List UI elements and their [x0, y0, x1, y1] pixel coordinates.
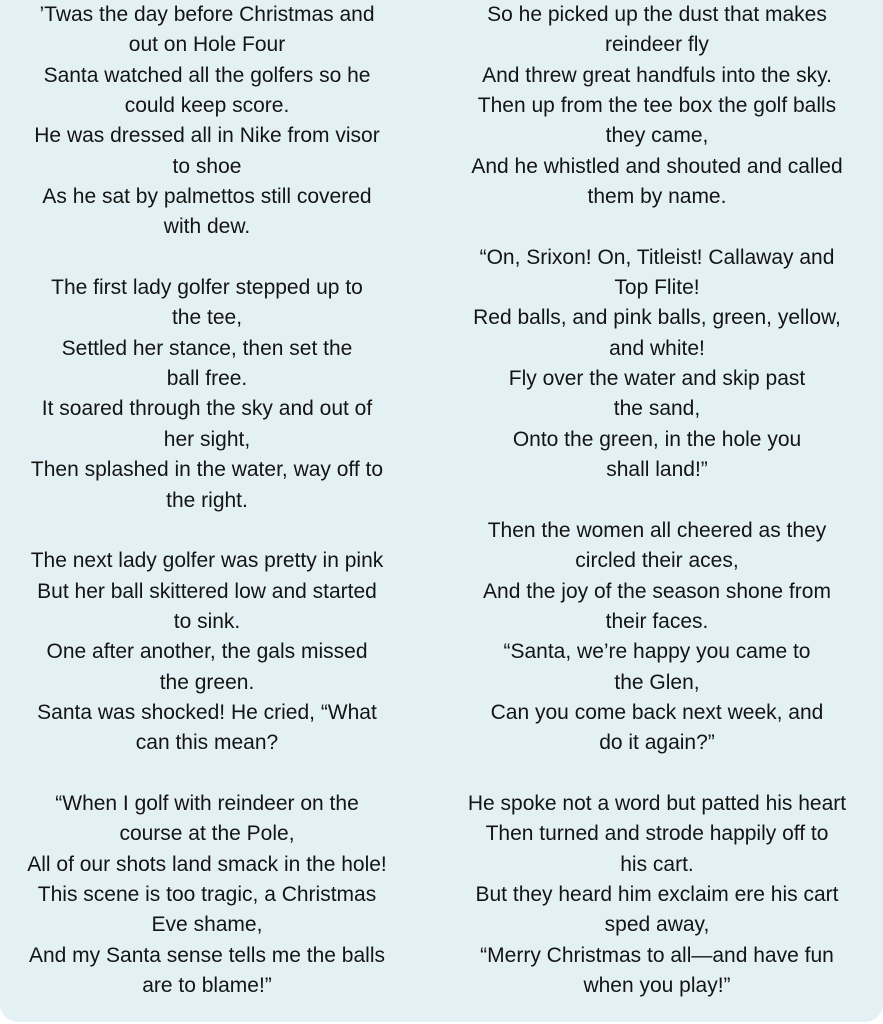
poem-column-right	[447, 0, 867, 1001]
poem-line: with dew.	[163, 215, 251, 239]
poem-line: shall land!”	[606, 458, 708, 482]
poem-line: “Santa, we’re happy you came to	[503, 640, 811, 664]
poem-line: sped away,	[604, 913, 710, 937]
stanza	[0, 789, 417, 1001]
poem-line: they came,	[605, 124, 709, 148]
poem-line: course at the Pole,	[119, 822, 295, 846]
stanza	[447, 516, 867, 759]
poem-line: do it again?”	[599, 731, 715, 755]
poem-line: Fly over the water and skip past	[508, 367, 806, 391]
poem-line: “Merry Christmas to all—and have fun	[480, 943, 834, 967]
poem-line: and white!	[609, 336, 705, 360]
stanza-gap	[0, 759, 417, 789]
poem-line: One after another, the gals missed	[46, 640, 368, 664]
poem-line: Then up from the tee box the golf balls	[477, 94, 837, 118]
poem-line: Then the women all cheered as they	[487, 518, 827, 542]
poem-line: He spoke not a word but patted his heart	[467, 791, 847, 815]
poem-column-left	[0, 0, 417, 1001]
poem-line: her sight,	[163, 427, 251, 451]
poem-line: ’Twas the day before Christmas and	[39, 3, 375, 26]
stanza	[0, 546, 417, 758]
poem-line: Settled her stance, then set the	[61, 336, 353, 360]
poem-line: And he whistled and shouted and called	[471, 154, 843, 178]
poem-line: As he sat by palmettos still covered	[42, 185, 372, 209]
poem-line: the sand,	[613, 397, 701, 421]
poem-line: the right.	[166, 488, 248, 512]
stanza	[0, 273, 417, 516]
poem-line: their faces.	[605, 609, 709, 633]
stanza	[447, 243, 867, 486]
poem-line: Red balls, and pink balls, green, yellow,	[473, 306, 841, 330]
poem-line: But they heard him exclaim ere his cart	[475, 882, 839, 906]
poem-line: Then turned and strode happily off to	[485, 822, 829, 846]
poem-line: the Glen,	[614, 670, 700, 694]
poem-line: Then splashed in the water, way off to	[30, 458, 384, 482]
poem-line: the tee,	[171, 306, 243, 330]
poem-line: are to blame!”	[142, 974, 272, 997]
poem-line: All of our shots land smack in the hole!	[27, 852, 387, 876]
poem-line: And my Santa sense tells me the balls	[28, 943, 385, 967]
poem-line: when you play!”	[583, 974, 731, 997]
stanza-gap	[0, 516, 417, 546]
poem-line: It soared through the sky and out of	[41, 397, 373, 421]
poem-line: Santa was shocked! He cried, “What	[37, 700, 377, 724]
poem-line: to shoe	[172, 154, 242, 178]
poem-line: Top Flite!	[614, 276, 700, 300]
poem-line: But her ball skittered low and started	[37, 579, 377, 603]
poem-line: The first lady golfer stepped up to	[51, 276, 363, 300]
poem-line: to sink.	[173, 609, 241, 633]
poem-line: The next lady golfer was pretty in pink	[30, 549, 384, 573]
poem-line: can this mean?	[135, 731, 279, 755]
poem-line: Onto the green, in the hole you	[512, 427, 802, 451]
poem-line: So he picked up the dust that makes	[487, 3, 827, 26]
poem-line: reindeer fly	[605, 33, 709, 57]
poem-line: his cart.	[620, 852, 694, 876]
poem-line: the green.	[159, 670, 255, 694]
stanza	[447, 789, 867, 1001]
poem-line: out on Hole Four	[128, 33, 286, 57]
stanza-gap	[447, 212, 867, 242]
stanza-gap	[447, 759, 867, 789]
poem-line: “When I golf with reindeer on the	[55, 791, 359, 815]
poem-line: Eve shame,	[151, 913, 263, 937]
poem-line: circled their aces,	[575, 549, 739, 573]
poem-line: This scene is too tragic, a Christmas	[37, 882, 377, 906]
poem-line: “On, Srixon! On, Titleist! Callaway and	[479, 245, 835, 269]
poem-line: He was dressed all in Nike from visor	[34, 124, 380, 148]
poem-line: And threw great handfuls into the sky.	[482, 63, 832, 87]
poem-line: could keep score.	[124, 94, 290, 118]
stanza	[447, 0, 867, 212]
poem-line: them by name.	[587, 185, 727, 209]
poem-line: Santa watched all the golfers so he	[43, 63, 371, 87]
poem-line: And the joy of the season shone from	[483, 579, 831, 603]
stanza-gap	[0, 243, 417, 273]
stanza	[0, 0, 417, 243]
poem-line: ball free.	[166, 367, 248, 391]
stanza-gap	[447, 486, 867, 516]
poem-line: Can you come back next week, and	[490, 700, 824, 724]
